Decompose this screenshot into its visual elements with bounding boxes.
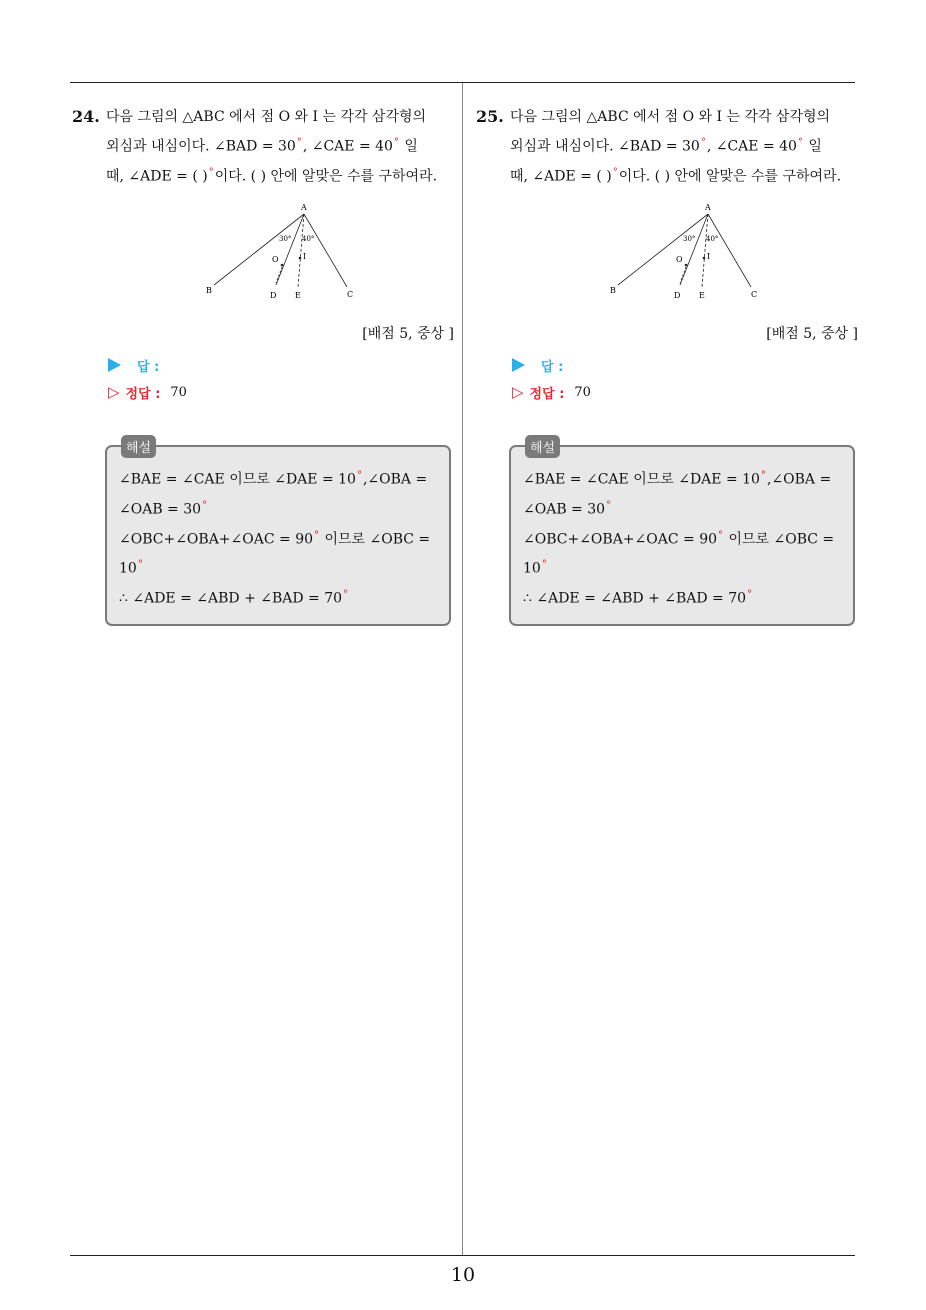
correct-value: 70 — [170, 384, 187, 400]
question-line: 이다. ( ) 안에 알맞은 수를 구하여라. — [618, 168, 842, 185]
play-triangle-icon — [108, 358, 121, 372]
solution-line: ∠BAE = ∠CAE 이므로 ∠DAE = 10°,∠OBA = — [119, 470, 428, 488]
question-line: , ∠CAE = 40 — [706, 138, 797, 155]
degree-mark: ° — [606, 499, 612, 511]
degree-mark: ° — [356, 470, 362, 482]
answer-label: 답 : — [541, 359, 564, 375]
angle-label-30: 30° — [683, 235, 696, 244]
question-line: 이다. ( ) 안에 알맞은 수를 구하여라. — [214, 168, 438, 185]
label-i: I — [303, 252, 307, 262]
score-info: [배점 5, 중상 ] — [362, 326, 454, 343]
correct-label: 정답 : — [529, 386, 565, 402]
question-line: 일 — [404, 138, 418, 155]
question-line: 때, ∠ADE = ( ) — [106, 168, 208, 185]
degree-mark: ° — [208, 166, 214, 178]
solution-line: ∠OAB = 30° — [119, 499, 208, 518]
degree-mark: ° — [137, 559, 143, 571]
question-number: 24. — [72, 107, 100, 126]
question-24 — [72, 100, 457, 626]
column-divider — [462, 83, 463, 1255]
correct-answer-row — [476, 379, 861, 405]
label-a: A — [301, 203, 307, 213]
score-info: [배점 5, 중상 ] — [766, 326, 858, 343]
bottom-rule — [70, 1255, 855, 1256]
question-text — [476, 104, 861, 189]
solution-line: 10° — [523, 559, 547, 577]
question-line: 때, ∠ADE = ( ) — [510, 168, 612, 185]
label-e: E — [699, 291, 705, 300]
solution-tag: 해설 — [121, 435, 156, 458]
degree-mark: ° — [612, 166, 618, 178]
angle-label-40: 40° — [302, 235, 315, 244]
degree-mark: ° — [747, 588, 753, 600]
degree-mark: ° — [296, 137, 302, 148]
correct-value: 70 — [574, 384, 591, 400]
label-b: B — [206, 286, 212, 296]
label-d: D — [270, 291, 277, 300]
label-o: O — [272, 255, 279, 265]
degree-mark: ° — [393, 137, 399, 148]
degree-mark: ° — [700, 137, 706, 148]
degree-mark: ° — [314, 529, 320, 541]
question-line: 다음 그림의 △ABC 에서 점 O 와 I 는 각각 삼각형의 — [510, 109, 831, 125]
triangle-diagram — [606, 199, 766, 299]
question-number: 25. — [476, 107, 504, 126]
degree-mark: ° — [797, 137, 803, 148]
solution-box — [105, 441, 451, 625]
label-d: D — [674, 291, 681, 300]
solution-tag: 해설 — [525, 435, 560, 458]
page-number: 10 — [450, 1264, 476, 1286]
angle-label-30: 30° — [279, 235, 292, 244]
open-triangle-icon: ▷ — [512, 383, 524, 402]
play-triangle-icon — [512, 358, 525, 372]
correct-label: 정답 : — [125, 386, 161, 402]
solution-line: ∠OBC+∠OBA+∠OAC = 90° 이므로 ∠OBC = — [523, 529, 835, 548]
degree-mark: ° — [541, 559, 547, 571]
triangle-figure — [72, 199, 457, 319]
question-text — [72, 104, 457, 189]
label-o: O — [676, 255, 683, 265]
label-b: B — [610, 286, 616, 296]
solution-line: ∠OBC+∠OBA+∠OAC = 90° 이므로 ∠OBC = — [119, 529, 431, 548]
label-c: C — [751, 290, 758, 300]
question-line: 외심과 내심이다. ∠BAD = 30 — [510, 138, 700, 155]
answer-row — [476, 353, 861, 377]
triangle-diagram — [202, 199, 362, 299]
degree-mark: ° — [718, 529, 724, 541]
solution-line: ∠BAE = ∠CAE 이므로 ∠DAE = 10°,∠OBA = — [523, 470, 832, 488]
label-i: I — [707, 252, 711, 262]
solution-line: 10° — [119, 559, 143, 577]
question-line: 외심과 내심이다. ∠BAD = 30 — [106, 138, 296, 155]
triangle-figure — [476, 199, 861, 319]
question-line: 다음 그림의 △ABC 에서 점 O 와 I 는 각각 삼각형의 — [106, 109, 427, 125]
question-line: , ∠CAE = 40 — [302, 138, 393, 155]
degree-mark: ° — [202, 499, 208, 511]
question-line: 일 — [808, 138, 822, 155]
correct-answer-row — [72, 379, 457, 405]
solution-line: ∴ ∠ADE = ∠ABD + ∠BAD = 70° — [119, 588, 349, 607]
open-triangle-icon: ▷ — [108, 383, 120, 402]
answer-row — [72, 353, 457, 377]
solution-box — [509, 441, 855, 625]
angle-label-40: 40° — [706, 235, 719, 244]
degree-mark: ° — [760, 470, 766, 482]
answer-label: 답 : — [137, 359, 160, 375]
label-c: C — [347, 290, 354, 300]
solution-line: ∴ ∠ADE = ∠ABD + ∠BAD = 70° — [523, 588, 753, 607]
degree-mark: ° — [343, 588, 349, 600]
question-25 — [476, 100, 861, 626]
label-a: A — [705, 203, 711, 213]
solution-line: ∠OAB = 30° — [523, 499, 612, 518]
label-e: E — [295, 291, 301, 300]
